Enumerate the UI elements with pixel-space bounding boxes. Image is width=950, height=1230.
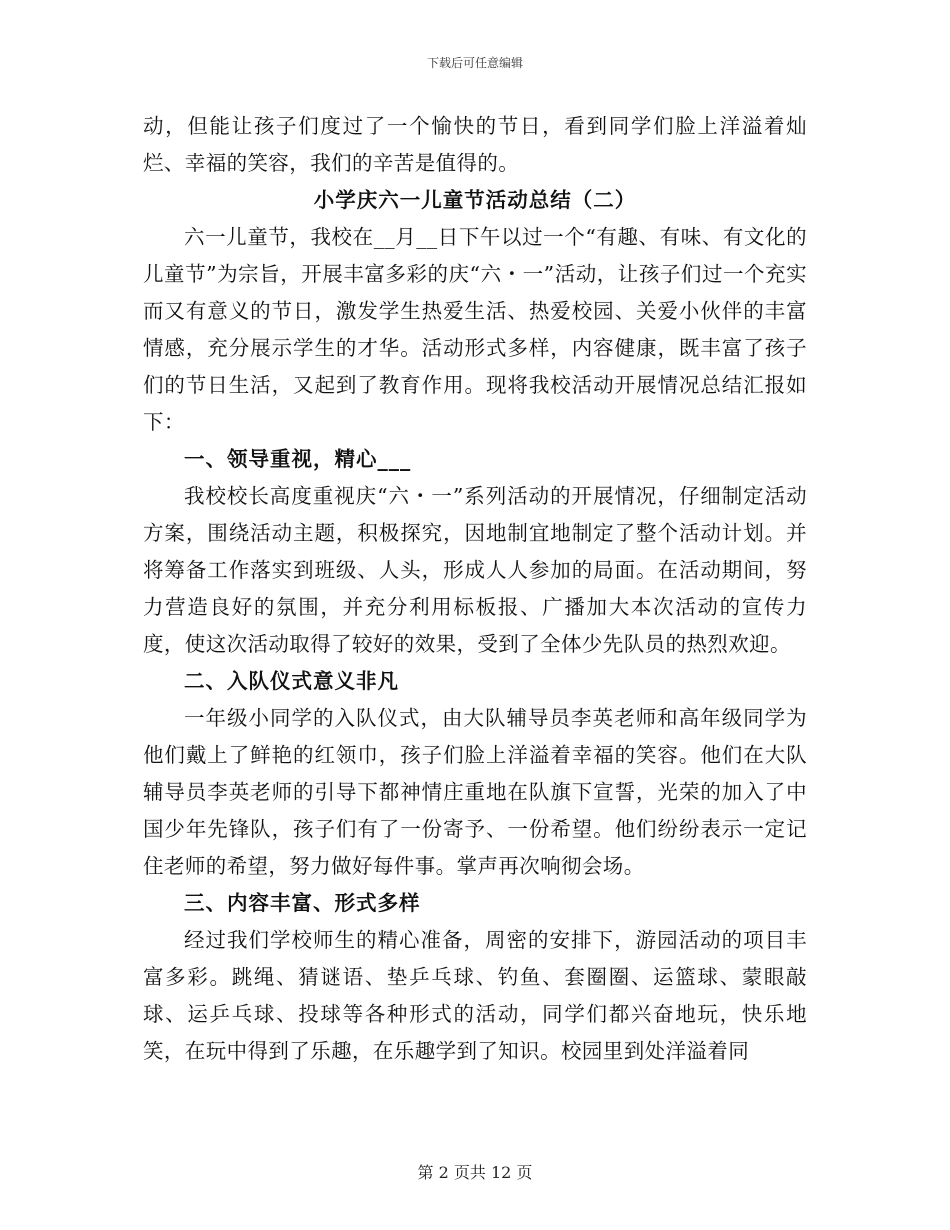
continued-paragraph: 动，但能让孩子们度过了一个愉快的节日，看到同学们脸上洋溢着灿烂、幸福的笑容，我们的辛苦是值得的。 [143, 114, 807, 175]
heading-3: 三、内容丰富、形式多样 [184, 891, 421, 915]
document-body [143, 108, 807, 1070]
paragraph-2: 一年级小同学的入队仪式，由大队辅导员李英老师和高年级同学为他们戴上了鲜艳的红领巾，孩子们脸上洋溢着幸福的笑容。他们在大队辅导员李英老师的引导下都神情庄重地在队旗下宣誓，光荣的加入了中国少年先锋队，孩子们有了一份寄予、一份希望。他们纷纷表示一定记住老师的希望，努力做好每件事。掌声再次响彻会场。 [143, 706, 807, 878]
header-note: 下载后可任意编辑 [426, 56, 523, 70]
heading-2: 二、入队仪式意义非凡 [184, 669, 399, 693]
page-number: 第 2 页共 12 页 [417, 1163, 533, 1182]
intro-paragraph: 六一儿童节，我校在__月__日下午以过一个“有趣、有味、有文化的儿童节”为宗旨，开展丰富多彩的庆“六・一”活动，让孩子们过一个充实而又有意义的节日，激发学生热爱生活、热爱校园、关爱小伙伴的丰富情感，充分展示学生的才华。活动形式多样，内容健康，既丰富了孩子们的节日生活，又起到了教育作用。现将我校活动开展情况总结汇报如下： [143, 225, 807, 434]
paragraph-3: 经过我们学校师生的精心准备，周密的安排下，游园活动的项目丰富多彩。跳绳、猜谜语、垫乒乓球、钓鱼、套圈圈、运篮球、蒙眼敲球、运乒乓球、投球等各种形式的活动，同学们都兴奋地玩，快乐地笑，在玩中得到了乐趣，在乐趣学到了知识。校园里到处洋溢着同 [143, 928, 807, 1063]
section-title: 小学庆六一儿童节活动总结（二） [313, 188, 637, 212]
paragraph-1: 我校校长高度重视庆“六・一”系列活动的开展情况，仔细制定活动方案，围绕活动主题，积极探究，因地制宜地制定了整个活动计划。并将筹备工作落实到班级、人头，形成人人参加的局面。在活动期间，努力营造良好的氛围，并充分利用标板报、广播加大本次活动的宣传力度，使这次活动取得了较好的效果，受到了全体少先队员的热烈欢迎。 [143, 484, 807, 656]
heading-1: 一、领导重视，精心___ [184, 447, 412, 471]
